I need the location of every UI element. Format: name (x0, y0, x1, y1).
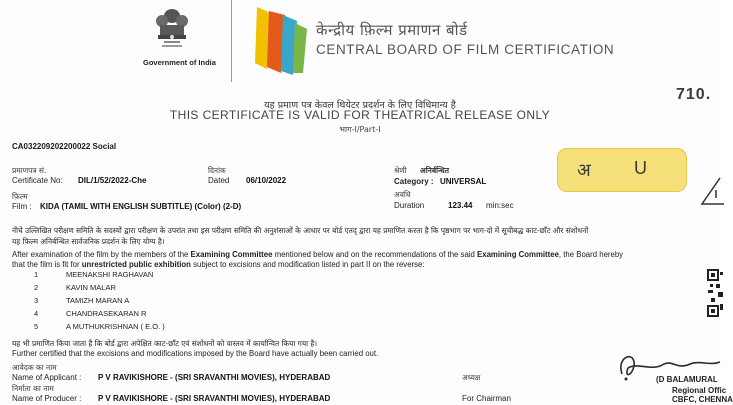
committee-member-3: TAMIZH MARAN A (66, 296, 130, 305)
committee-member-1: MEENAKSHI RAGHAVAN (66, 270, 154, 279)
recommendation-hindi-line1: नीचे उल्लिखित परीक्षण समिति के सदस्यों द्वारा परीक्षण के उपरांत तथा इस परीक्षण समिति की अनुशंसाओं के आधार पर बोर्ड एतद् द्वारा यह प्रमाणित करता है कि पृष्ठभाग पर भाग-दो में सूचीबद्ध काट-छाँट और संशोधनों (12, 226, 589, 235)
validity-english: THIS CERTIFICATE IS VALID FOR THEATRICAL RELEASE ONLY (169, 108, 551, 122)
duration-label: Duration (394, 201, 425, 210)
chairman-hindi: अध्यक्ष (462, 373, 481, 382)
recommendation-hindi-line2: यह फ़िल्म अनिर्बन्धित सार्वजनिक प्रदर्शन के लिए योग्य है। (12, 237, 165, 246)
government-label: Government of India (143, 58, 216, 67)
committee-member-4: CHANDRASEKARAN R (66, 309, 147, 318)
cert-no-label-hindi: प्रमाणपत्र सं. (12, 166, 47, 175)
duration-unit: min:sec (486, 201, 514, 210)
date-label-hindi: दिनांक (208, 166, 226, 175)
committee-num-1: 1 (34, 270, 39, 279)
category-value-hindi: अनिर्बन्धित (420, 166, 450, 175)
part-label: भाग-I/Part-I (339, 125, 381, 134)
committee-num-4: 4 (34, 309, 39, 318)
officer-title: Regional Offic (672, 386, 727, 395)
producer-label-hindi: निर्माता का नाम (12, 384, 54, 393)
date-value: 06/10/2022 (246, 176, 287, 185)
committee-member-5: A MUTHUKRISHNAN ( E.O. ) (66, 322, 165, 331)
certificate-code: CA032209202200022 Social (12, 142, 117, 151)
further-english: Further certified that the excisions and modifications imposed by the Board have actually been carried out. (12, 349, 379, 358)
applicant-label-hindi: आवेदक का नाम (12, 363, 57, 372)
rating-badge-hindi: अ (577, 160, 591, 181)
header-divider (231, 0, 232, 82)
recommendation-english-line2: that the film is fit for unrestricted public exhibition subject to excisions and modification listed in part II on the reverse: (12, 260, 425, 269)
for-chairman: For Chairman (462, 394, 511, 403)
film-value: KIDA (TAMIL WITH ENGLISH SUBTITLE) (Color) (2-D) (40, 202, 242, 211)
committee-num-5: 5 (34, 322, 39, 331)
applicant-label: Name of Applicant : (12, 373, 82, 382)
applicant-value: P V RAVIKISHORE - (SRI SRAVANTHI MOVIES), HYDERABAD (98, 373, 331, 382)
date-label: Dated (208, 176, 230, 185)
category-value: UNIVERSAL (440, 177, 487, 186)
warning-triangle-icon (700, 176, 724, 206)
duration-label-hindi: अवधि (394, 190, 411, 199)
category-label-hindi: श्रेणी (394, 166, 407, 175)
category-label: Category : (394, 177, 434, 186)
producer-label: Name of Producer : (12, 394, 82, 403)
further-hindi: यह भी प्रमाणित किया जाता है कि बोर्ड द्वारा अपेक्षित काट-छाँट एवं संशोधनों को वास्तव में कार्यान्वित किया गया है। (12, 339, 318, 348)
producer-value: P V RAVIKISHORE - (SRI SRAVANTHI MOVIES), HYDERABAD (98, 394, 331, 403)
recommendation-english-line1: After examination of the film by the members of the Examining Committee mentioned below and on the recommendations of the said Examining Committee, the Board hereby (12, 250, 624, 259)
cert-no-label: Certificate No: (12, 176, 63, 185)
film-label-hindi: फ़िल्म (12, 192, 28, 201)
corner-number: 710. (676, 86, 712, 103)
qr-code-icon (708, 270, 724, 318)
national-emblem-icon (148, 6, 196, 60)
cbfc-logo-icon (253, 3, 309, 77)
duration-value: 123.44 (448, 201, 473, 210)
org-name-hindi: केन्द्रीय फ़िल्म प्रमाणन बोर्ड (316, 21, 468, 39)
film-label: Film : (12, 202, 32, 211)
validity-hindi: यह प्रमाण पत्र केवल थियेटर प्रदर्शन के लिए विधिमान्य है (264, 100, 456, 111)
committee-num-3: 3 (34, 296, 39, 305)
committee-num-2: 2 (34, 283, 39, 292)
rating-badge-english: U (634, 158, 647, 178)
org-name-english: CENTRAL BOARD OF FILM CERTIFICATION (316, 42, 615, 57)
officer-name: (D BALAMURAL (656, 375, 718, 384)
committee-member-2: KAVIN MALAR (66, 283, 116, 292)
officer-place: CBFC, CHENNA (672, 395, 733, 404)
cert-no-value: DIL/1/52/2022-Che (78, 176, 147, 185)
